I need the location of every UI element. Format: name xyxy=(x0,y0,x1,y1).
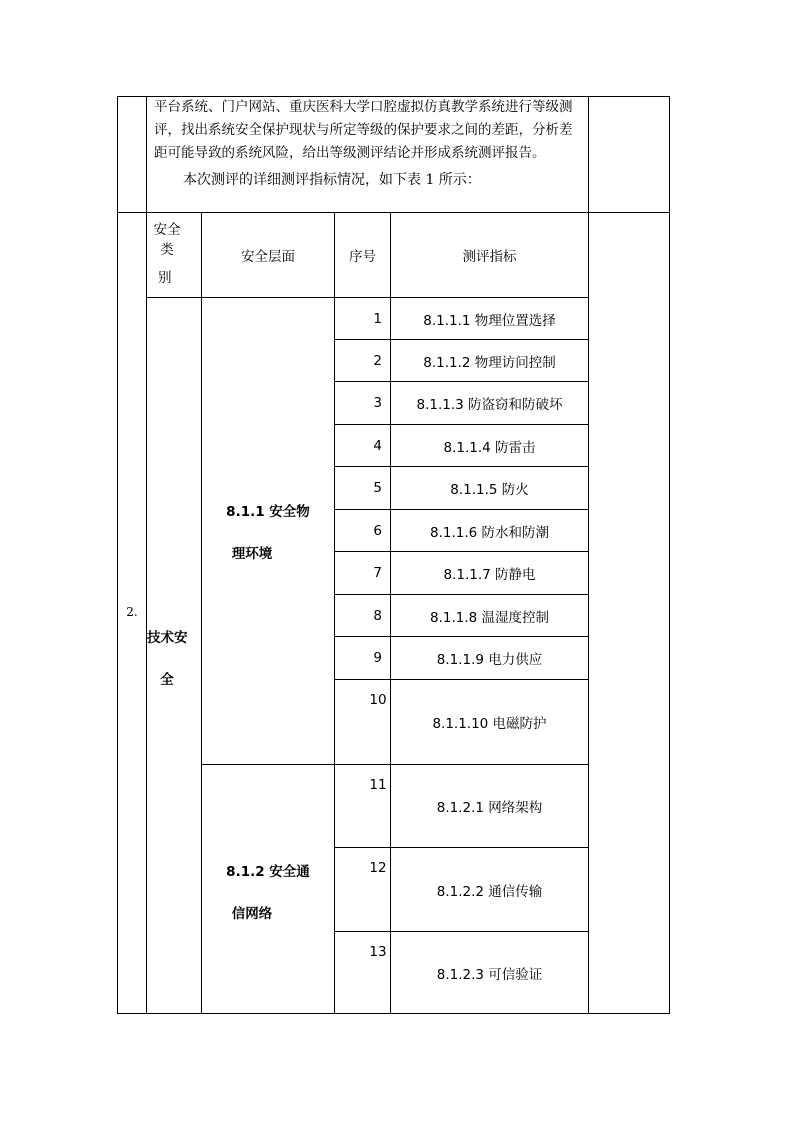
indicator-cell: 8.1.1.2 物理访问控制 xyxy=(423,354,556,371)
seq-cell: 8 xyxy=(373,607,382,624)
layer-physical-line1: 8.1.1 安全物 xyxy=(226,504,310,520)
indicator-cell: 8.1.1.5 防火 xyxy=(450,482,529,498)
indicator-cell: 8.1.2.3 可信验证 xyxy=(436,966,543,983)
intro-text xyxy=(154,96,586,192)
indicator-cell: 8.1.1.6 防水和防潮 xyxy=(429,524,550,541)
indicator-cell: 8.1.1.4 防雷击 xyxy=(443,439,536,456)
header-indicator: 测评指标 xyxy=(462,249,517,265)
seq-cell: 1 xyxy=(373,310,382,327)
layer-network-line2: 信网络 xyxy=(231,906,273,922)
seq-cell: 3 xyxy=(373,395,382,411)
category-line2: 全 xyxy=(160,672,174,688)
indicator-cell: 8.1.1.10 电磁防护 xyxy=(432,716,547,732)
layer-network-line1: 8.1.2 安全通 xyxy=(226,864,310,880)
seq-cell: 2 xyxy=(373,352,382,369)
intro-line-1: 平台系统、门户网站、重庆医科大学口腔虚拟仿真教学系统进行等级测 xyxy=(154,99,573,115)
intro-line-3: 距可能导致的系统风险，给出等级测评结论并形成系统测评报告。 xyxy=(154,145,546,161)
intro-para-2: 本次测评的详细测评指标情况，如下表 1 所示： xyxy=(183,172,481,188)
indicator-cell: 8.1.1.3 防盗窃和防破坏 xyxy=(416,397,563,413)
seq-cell: 4 xyxy=(373,437,382,454)
seq-cell-wrapped: 10 xyxy=(369,692,387,708)
seq-cell: 7 xyxy=(373,565,382,581)
header-category-line1: 安全类 xyxy=(153,222,181,258)
seq-cell: 5 xyxy=(373,480,382,496)
seq-cell-wrapped: 11 xyxy=(369,777,387,793)
row-number: 2. xyxy=(126,605,138,619)
header-seq: 序号 xyxy=(349,249,376,265)
indicator-cell: 8.1.2.2 通信传输 xyxy=(436,883,543,900)
header-layer: 安全层面 xyxy=(241,249,295,265)
header-category-line2: 别 xyxy=(158,270,172,286)
indicator-cell: 8.1.1.8 温湿度控制 xyxy=(429,609,550,626)
category-line1: 技术安 xyxy=(147,630,188,646)
seq-cell-wrapped: 13 xyxy=(369,944,387,960)
indicator-cell: 8.1.1.7 防静电 xyxy=(443,567,536,583)
intro-line-2: 评，找出系统安全保护现状与所定等级的保护要求之间的差距，分析差 xyxy=(154,122,573,138)
seq-cell: 9 xyxy=(373,650,382,666)
indicator-cell: 8.1.1.9 电力供应 xyxy=(436,652,543,668)
indicator-cell: 8.1.2.1 网络架构 xyxy=(436,800,543,816)
layer-physical-line2: 理环境 xyxy=(231,546,273,562)
seq-cell: 6 xyxy=(373,522,382,539)
seq-cell-wrapped: 12 xyxy=(369,860,387,876)
indicator-cell: 8.1.1.1 物理位置选择 xyxy=(423,312,556,329)
